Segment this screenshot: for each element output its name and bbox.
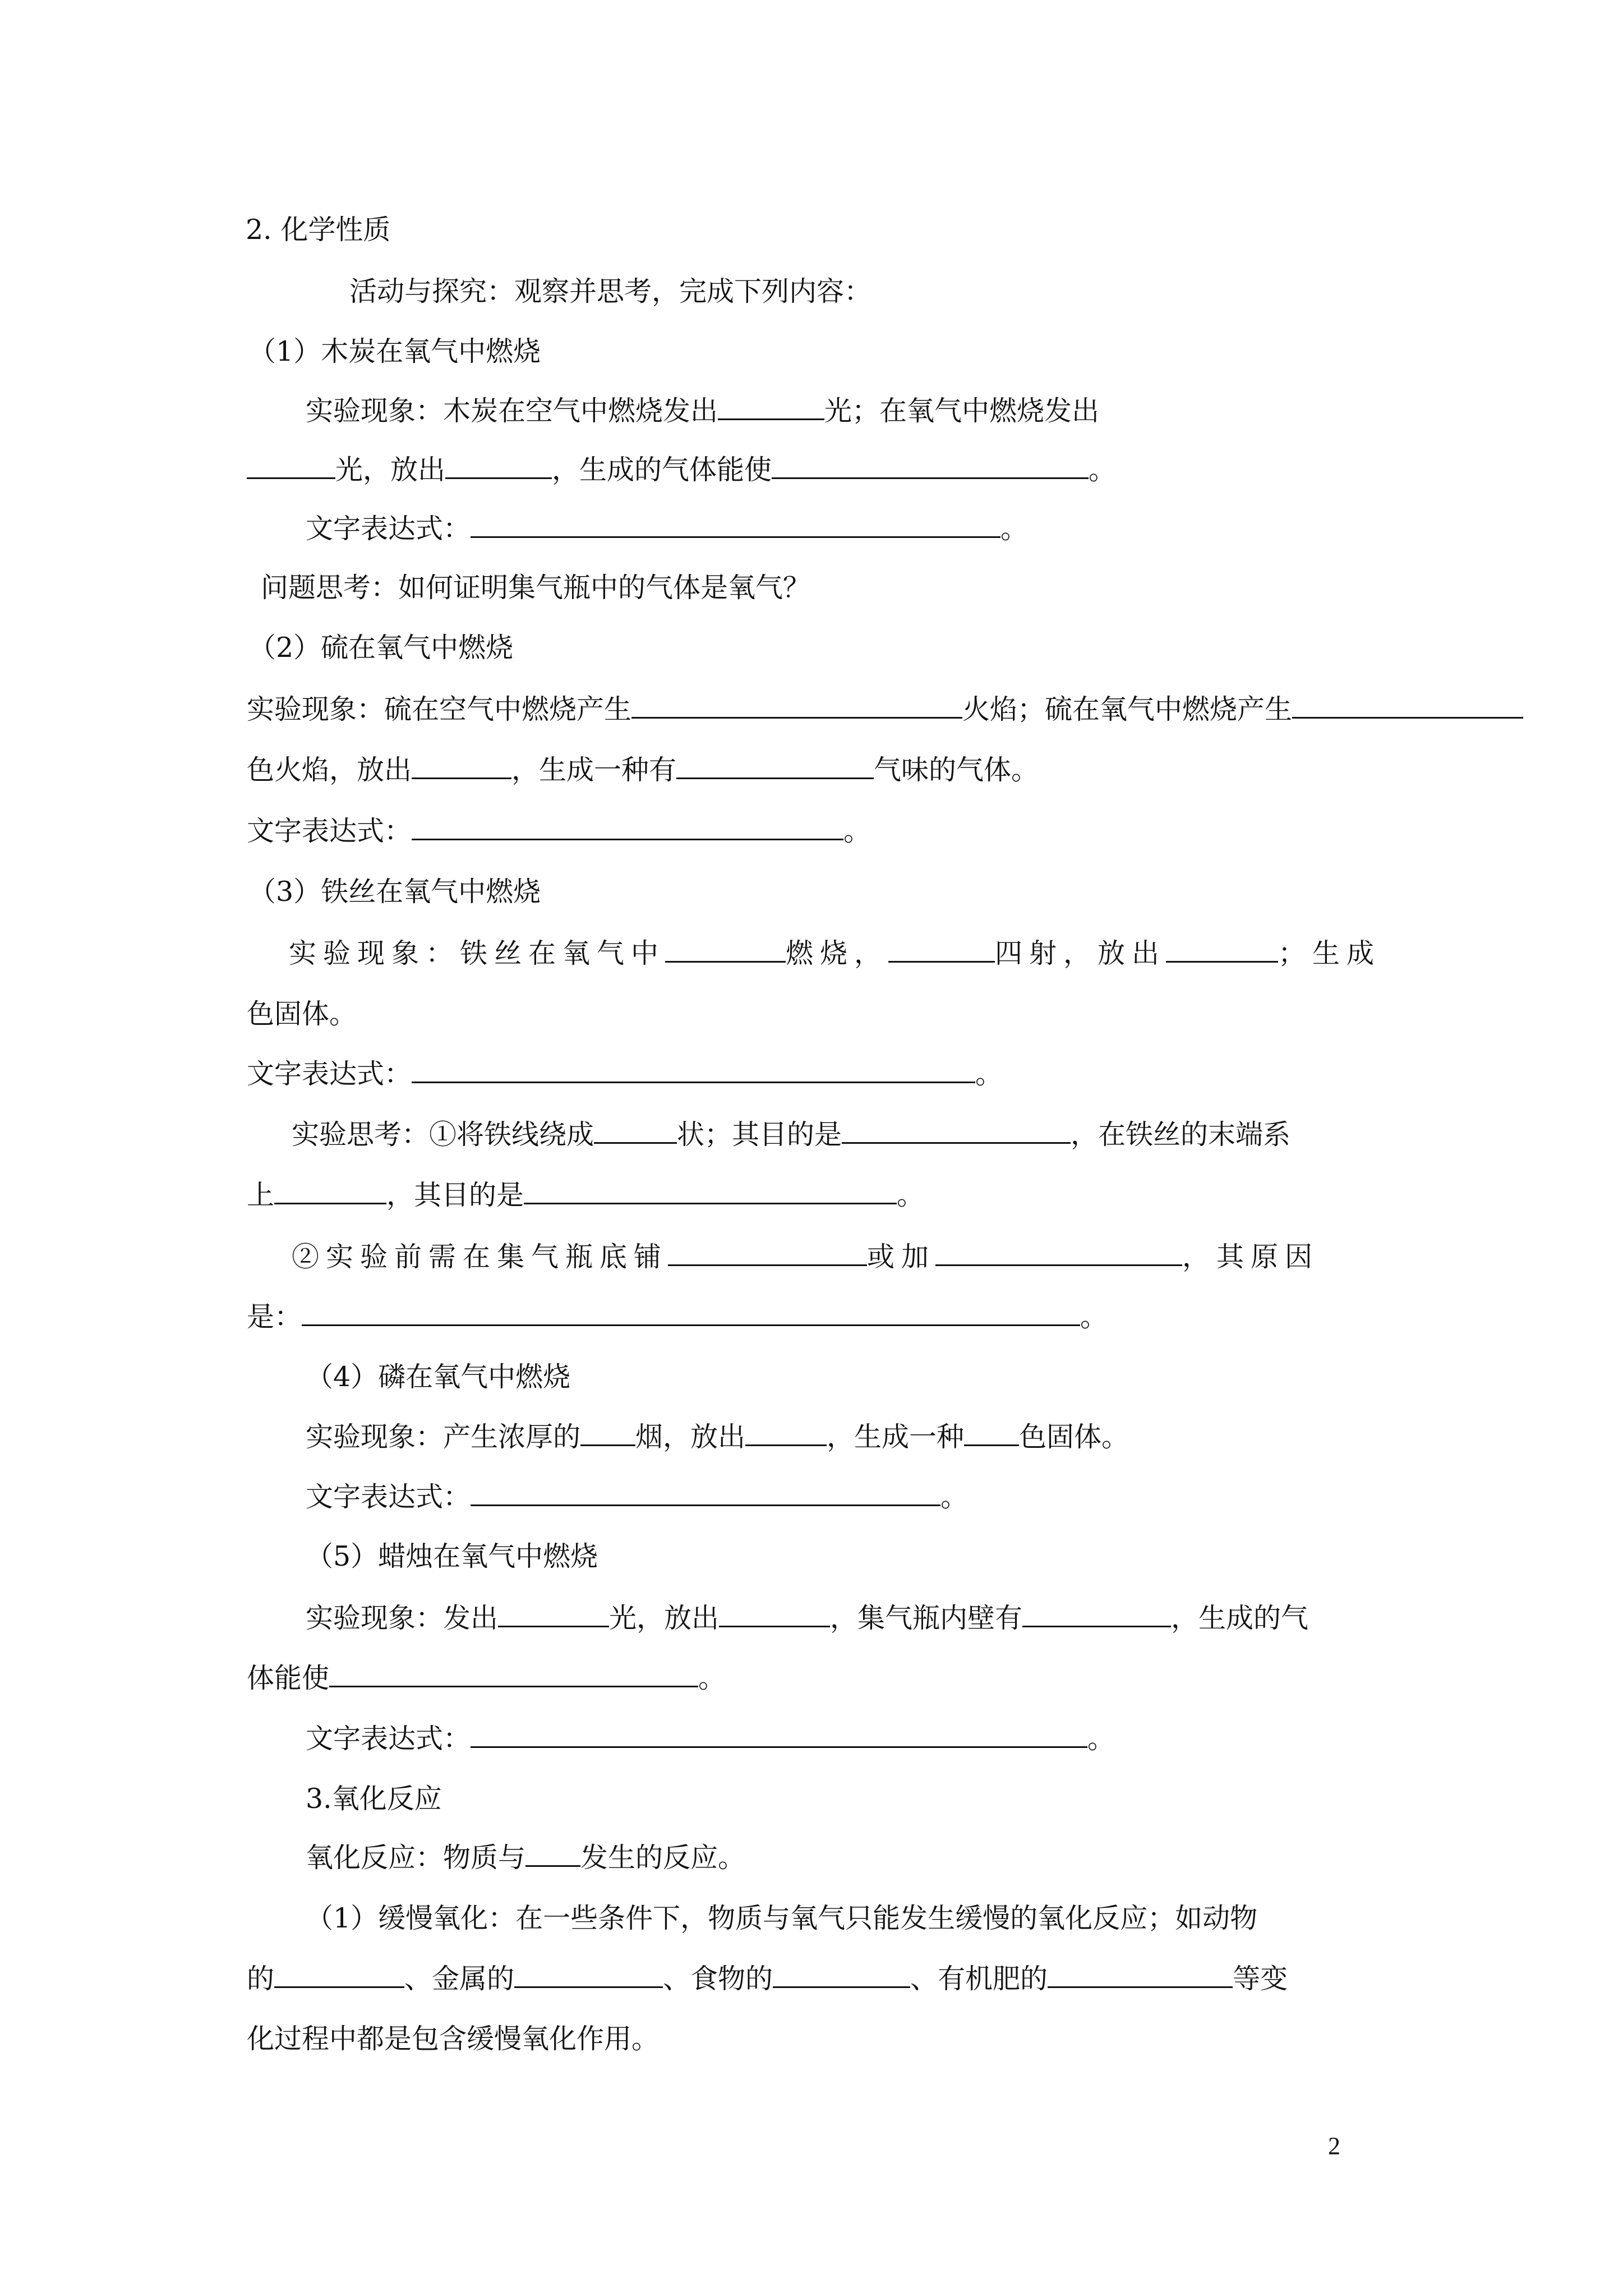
answer-blank[interactable] — [1292, 691, 1523, 719]
answer-blank[interactable] — [719, 1600, 830, 1627]
answer-blank[interactable] — [773, 1961, 910, 1988]
text: 色固体。 — [1019, 1421, 1129, 1453]
text: 光，放出 — [609, 1602, 720, 1634]
text: ，生成的气 — [1171, 1602, 1309, 1634]
charcoal-heading: （1）木炭在氧气中燃烧 — [248, 335, 541, 367]
answer-blank[interactable] — [471, 1720, 1087, 1748]
answer-blank[interactable] — [888, 935, 995, 963]
text: ，生成一种有 — [511, 754, 677, 786]
iron-thinking-line-3 — [292, 1237, 1319, 1277]
charcoal-word-equation — [306, 509, 1028, 549]
iron-thinking-line-4 — [247, 1297, 1108, 1337]
text: 或加 — [867, 1241, 936, 1273]
oxidation-definition — [306, 1838, 745, 1878]
answer-blank[interactable] — [412, 1056, 975, 1083]
iron-observation-line-1 — [289, 934, 1381, 973]
answer-blank[interactable] — [935, 1239, 1182, 1266]
text: 色火焰，放出 — [247, 754, 412, 786]
answer-blank[interactable] — [1022, 1600, 1171, 1627]
sulfur-heading: （2）硫在氧气中燃烧 — [248, 632, 514, 664]
text: 烟，放出 — [635, 1421, 746, 1453]
text: 状；其目的是 — [677, 1119, 842, 1151]
activity-instruction: 活动与探究：观察并思考，完成下列内容： — [349, 275, 872, 307]
text: 。 — [698, 1662, 726, 1694]
oxidation-heading: 3.氧化反应 — [306, 1783, 442, 1815]
text: 。 — [843, 815, 872, 847]
answer-blank[interactable] — [745, 1419, 827, 1446]
iron-observation-line-2: 色固体。 — [247, 998, 357, 1030]
text: 。 — [1000, 513, 1029, 545]
answer-blank[interactable] — [412, 813, 843, 840]
text: 体能使 — [247, 1662, 330, 1694]
text: ；生成 — [1278, 937, 1381, 969]
section-title: 2. 化学性质 — [246, 214, 391, 246]
answer-blank[interactable] — [247, 452, 335, 479]
text: 火焰；硫在氧气中燃烧产生 — [962, 693, 1293, 725]
phosphorus-heading: （4）磷在氧气中燃烧 — [306, 1361, 571, 1393]
answer-blank[interactable] — [676, 752, 874, 779]
answer-blank[interactable] — [274, 1961, 404, 1988]
text: 、食物的 — [663, 1963, 773, 1995]
answer-blank[interactable] — [842, 1116, 1071, 1144]
answer-blank[interactable] — [524, 1177, 897, 1204]
answer-blank[interactable] — [1048, 1961, 1233, 1988]
text: 。 — [1087, 1723, 1115, 1755]
candle-heading: （5）蜡烛在氧气中燃烧 — [306, 1540, 598, 1572]
text: ，生成的气体能使 — [552, 454, 772, 486]
text: ，生成一种 — [827, 1421, 965, 1453]
answer-blank[interactable] — [718, 393, 824, 420]
iron-heading: （3）铁丝在氧气中燃烧 — [248, 876, 541, 908]
text: ，在铁丝的末端系 — [1071, 1119, 1291, 1151]
text: 文字表达式： — [306, 1481, 471, 1513]
charcoal-question: 问题思考：如何证明集气瓶中的气体是氧气？ — [261, 572, 811, 604]
answer-blank[interactable] — [525, 1839, 580, 1867]
text: 气味的气体。 — [874, 754, 1039, 786]
text: 文字表达式： — [306, 1723, 471, 1755]
answer-blank[interactable] — [302, 1299, 1080, 1326]
text: 、金属的 — [404, 1963, 515, 1995]
text: 实验现象：产生浓厚的 — [306, 1421, 581, 1453]
text: 。 — [975, 1058, 1003, 1090]
answer-blank[interactable] — [631, 691, 962, 719]
answer-blank[interactable] — [772, 452, 1089, 479]
text: ，其原因 — [1182, 1241, 1320, 1273]
text: 文字表达式： — [247, 1058, 412, 1090]
answer-blank[interactable] — [1166, 935, 1278, 963]
charcoal-observation-line-1 — [306, 392, 1099, 431]
phosphorus-observation — [306, 1418, 1129, 1457]
sulfur-observation-line-2 — [247, 751, 1039, 790]
candle-observation-line-1 — [306, 1599, 1308, 1638]
text: 实验现象：铁丝在氧气中 — [289, 937, 666, 969]
text: 燃烧， — [786, 937, 889, 969]
phosphorus-word-equation — [306, 1478, 968, 1517]
answer-blank[interactable] — [668, 1239, 867, 1266]
answer-blank[interactable] — [580, 1419, 635, 1446]
slow-oxidation-line-1: （1）缓慢氧化：在一些条件下，物质与氧气只能发生缓慢的氧化反应；如动物 — [306, 1902, 1258, 1934]
iron-thinking-line-1 — [292, 1115, 1290, 1154]
slow-oxidation-line-2 — [247, 1959, 1288, 1999]
answer-blank[interactable] — [514, 1961, 663, 1988]
text: 是： — [247, 1301, 302, 1333]
sulfur-observation-line-1 — [247, 690, 1523, 729]
answer-blank[interactable] — [412, 752, 511, 779]
text: 氧化反应：物质与 — [306, 1842, 526, 1874]
text: 光，放出 — [335, 454, 446, 486]
iron-word-equation — [247, 1055, 1003, 1094]
text: 实验现象：发出 — [306, 1602, 499, 1634]
text: ，其目的是 — [386, 1179, 524, 1211]
text: 等变 — [1233, 1963, 1288, 1995]
text: 。 — [897, 1179, 925, 1211]
answer-blank[interactable] — [471, 510, 1000, 538]
answer-blank[interactable] — [594, 1116, 677, 1144]
slow-oxidation-line-3: 化过程中都是包含缓慢氧化作用。 — [247, 2023, 660, 2055]
text: 发生的反应。 — [580, 1842, 746, 1874]
candle-word-equation — [306, 1719, 1115, 1759]
answer-blank[interactable] — [274, 1177, 386, 1204]
answer-blank[interactable] — [964, 1419, 1019, 1446]
answer-blank[interactable] — [445, 452, 552, 479]
text: 实验现象：木炭在空气中燃烧发出 — [306, 395, 718, 427]
text: 。 — [940, 1481, 969, 1513]
text: 实验思考：①将铁线绕成 — [292, 1119, 594, 1151]
text: ②实验前需在集气瓶底铺 — [292, 1241, 668, 1273]
text: 的 — [247, 1963, 275, 1995]
text: 光；在氧气中燃烧发出 — [824, 395, 1100, 427]
text: 文字表达式： — [306, 513, 471, 545]
answer-blank[interactable] — [329, 1660, 698, 1687]
text: 、有机肥的 — [910, 1963, 1048, 1995]
answer-blank[interactable] — [498, 1600, 609, 1627]
text: 。 — [1080, 1301, 1108, 1333]
page-number: 2 — [1328, 2132, 1340, 2160]
text: ，集气瓶内壁有 — [830, 1602, 1023, 1634]
answer-blank[interactable] — [665, 935, 786, 963]
text: 四射，放出 — [995, 937, 1166, 969]
text: 上 — [247, 1179, 275, 1211]
text: 实验现象：硫在空气中燃烧产生 — [247, 693, 632, 725]
charcoal-observation-line-2 — [247, 450, 1116, 490]
answer-blank[interactable] — [471, 1479, 940, 1506]
text: 文字表达式： — [247, 815, 412, 847]
sulfur-word-equation — [247, 812, 871, 851]
candle-observation-line-2 — [247, 1659, 726, 1698]
iron-thinking-line-2 — [247, 1176, 924, 1215]
text: 。 — [1089, 454, 1117, 486]
